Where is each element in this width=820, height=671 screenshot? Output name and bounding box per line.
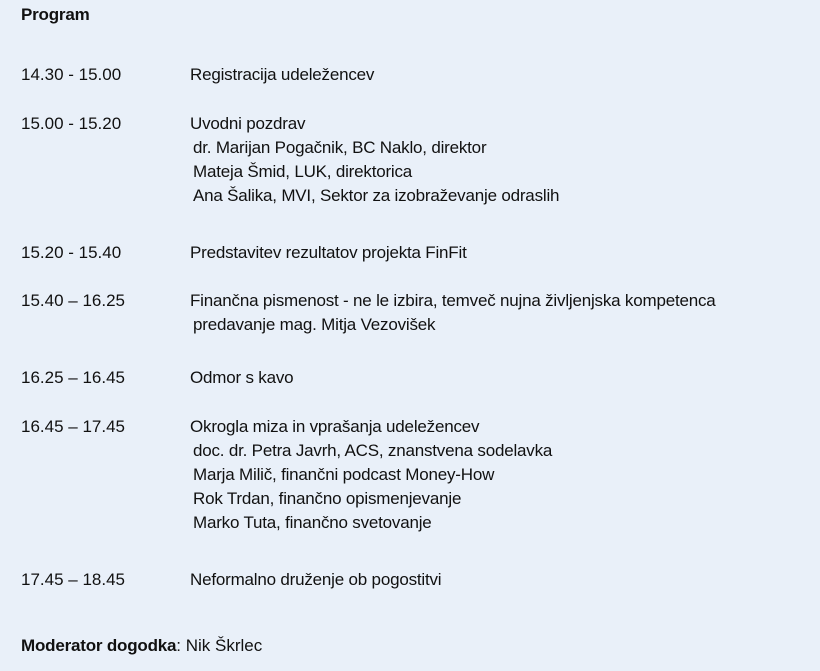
session-content <box>190 568 441 592</box>
session-speaker: predavanje mag. Mitja Vezovišek <box>193 315 436 334</box>
session-speaker: Rok Trdan, finančno opismenjevanje <box>193 489 462 508</box>
session-time <box>21 366 125 390</box>
session-title: Okrogla miza in vprašanja udeležencev <box>190 417 480 436</box>
session-speaker: Mateja Šmid, LUK, direktorica <box>193 162 413 181</box>
session-time <box>21 112 121 136</box>
moderator-label: Moderator dogodka <box>21 636 177 655</box>
moderator-separator: : <box>176 636 186 655</box>
moderator-name: Nik Škrlec <box>185 636 263 655</box>
session-title: Odmor s kavo <box>190 368 294 387</box>
session-content <box>190 63 374 87</box>
session-speaker: Marko Tuta, finančno svetovanje <box>193 513 432 532</box>
session-time <box>21 415 125 439</box>
session-speaker: Marja Milič, finančni podcast Money-How <box>193 465 495 484</box>
session-title: Finančna pismenost - ne le izbira, temveč nujna življenjska kompetenca <box>190 291 716 310</box>
session-content <box>190 366 293 390</box>
session-speaker: doc. dr. Petra Javrh, ACS, znanstvena sodelavka <box>193 441 553 460</box>
session-title: Registracija udeležencev <box>190 65 375 84</box>
session-time <box>21 63 121 87</box>
session-time <box>21 568 125 592</box>
moderator-line <box>21 634 262 658</box>
session-speaker: dr. Marijan Pogačnik, BC Naklo, direktor <box>193 138 487 157</box>
session-time-text: 14.30 - 15.00 <box>21 65 122 84</box>
session-time-text: 16.25 – 16.45 <box>21 368 125 387</box>
session-content <box>190 112 559 208</box>
session-content <box>190 415 552 535</box>
page-title: Program <box>21 5 90 24</box>
session-content <box>190 289 716 337</box>
session-time-text: 16.45 – 17.45 <box>21 417 125 436</box>
session-time <box>21 241 121 265</box>
session-title: Uvodni pozdrav <box>190 114 306 133</box>
session-time-text: 15.40 – 16.25 <box>21 291 125 310</box>
session-time-text: 15.20 - 15.40 <box>21 243 122 262</box>
session-content <box>190 241 467 265</box>
session-time-text: 15.00 - 15.20 <box>21 114 122 133</box>
session-time-text: 17.45 – 18.45 <box>21 570 125 589</box>
session-title: Neformalno druženje ob pogostitvi <box>190 570 442 589</box>
session-speaker: Ana Šalika, MVI, Sektor za izobraževanje odraslih <box>193 186 560 205</box>
session-title: Predstavitev rezultatov projekta FinFit <box>190 243 467 262</box>
session-time <box>21 289 125 313</box>
